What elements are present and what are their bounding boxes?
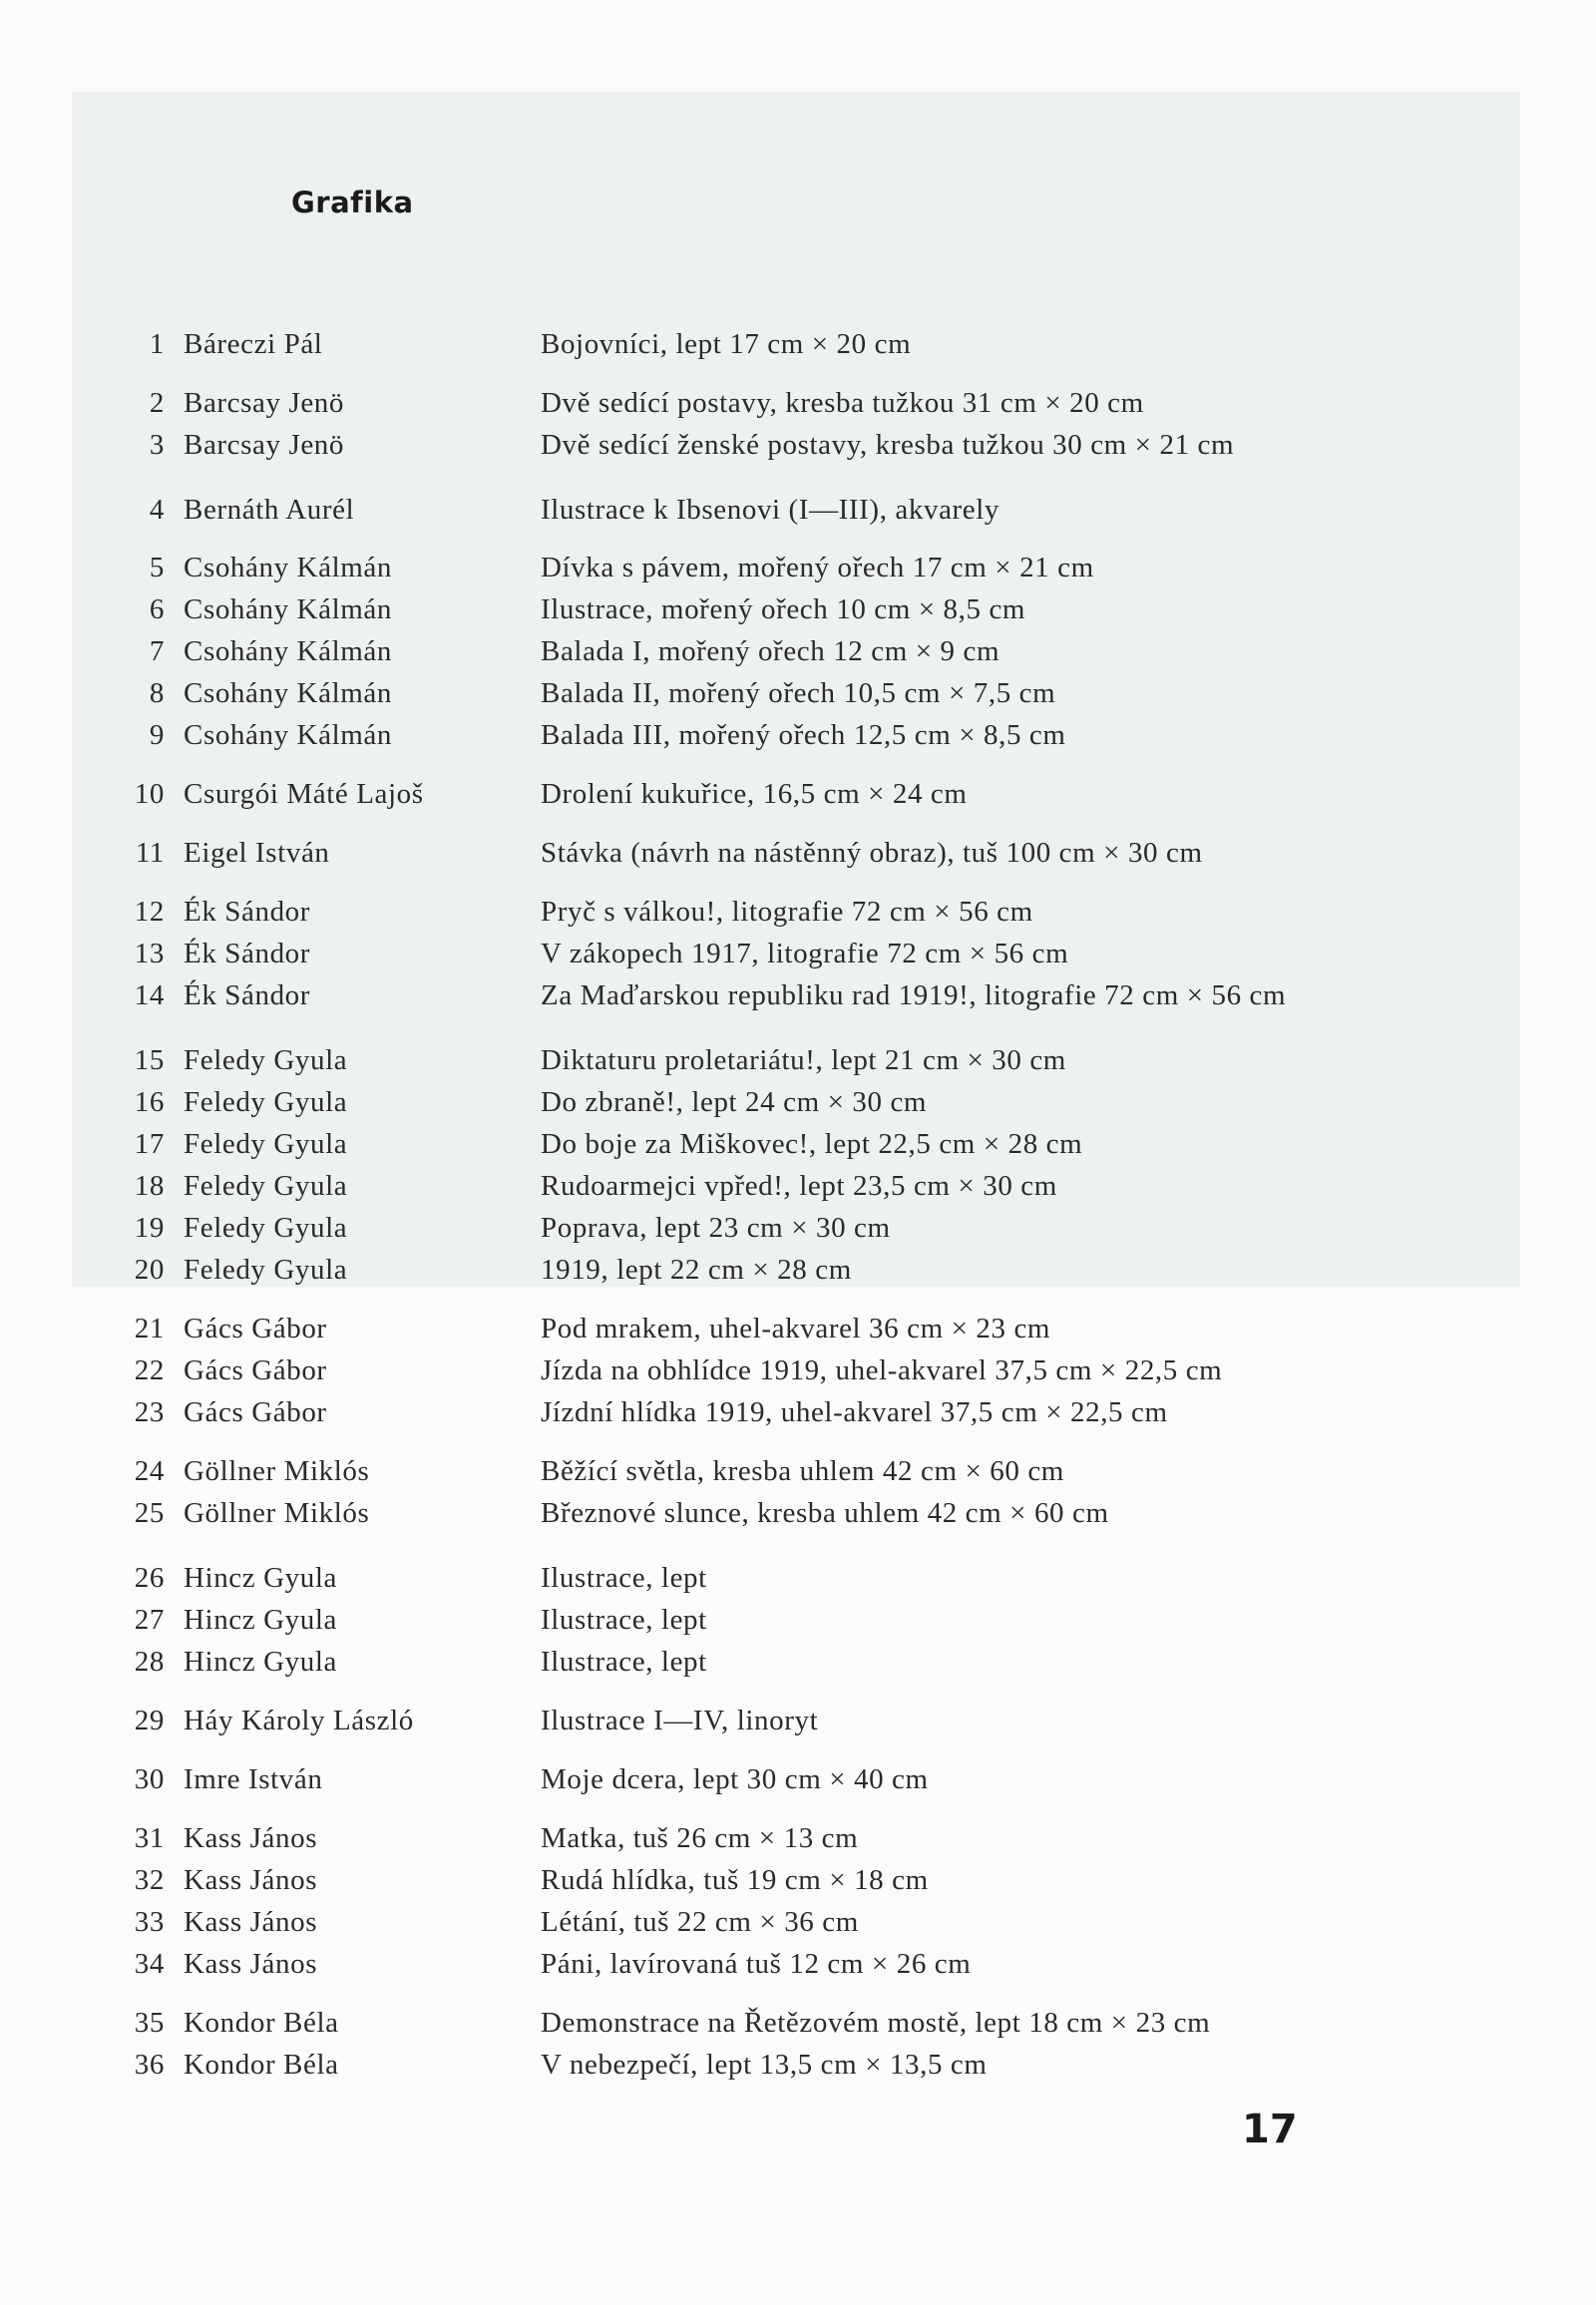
section-heading: Grafika: [291, 186, 414, 219]
entry-work: Stávka (návrh na nástěnný obraz), tuš 100 cm × 30 cm: [541, 837, 1203, 869]
page-number: 17: [1242, 2107, 1298, 2152]
catalogue-entry: [0, 1349, 1596, 1391]
catalogue-entry: [0, 630, 1596, 672]
entry-number: 16: [134, 1086, 165, 1118]
entry-artist: Csohány Kálmán: [184, 593, 392, 625]
entry-number: 5: [149, 552, 165, 583]
entry-number: 28: [134, 1646, 165, 1678]
entry-artist: Kass János: [184, 1822, 318, 1854]
entry-artist: Göllner Miklós: [184, 1455, 370, 1487]
entry-number: 23: [134, 1396, 165, 1428]
entry-number: 7: [149, 635, 165, 667]
catalogue-entry: [0, 933, 1596, 974]
entry-artist: Ék Sándor: [184, 979, 311, 1011]
entry-number: 32: [134, 1864, 165, 1896]
entry-work: V nebezpečí, lept 13,5 cm × 13,5 cm: [541, 2049, 988, 2081]
catalogue-entry: [0, 1039, 1596, 1081]
catalogue-entry: [0, 547, 1596, 588]
entry-work: Moje dcera, lept 30 cm × 40 cm: [541, 1763, 929, 1795]
entry-number: 17: [134, 1128, 165, 1160]
entry-work: Páni, lavírovaná tuš 12 cm × 26 cm: [541, 1948, 972, 1980]
entry-number: 18: [134, 1170, 165, 1202]
entry-work: Balada I, mořený ořech 12 cm × 9 cm: [541, 635, 1000, 667]
entry-artist: Feledy Gyula: [184, 1254, 348, 1286]
catalogue-entry: [0, 1700, 1596, 1741]
entry-artist: Gács Gábor: [184, 1354, 327, 1386]
entry-artist: Háy Károly László: [184, 1705, 414, 1736]
entry-artist: Csohány Kálmán: [184, 635, 392, 667]
entry-number: 15: [134, 1044, 165, 1076]
catalogue-entry: [0, 1123, 1596, 1165]
entry-work: Ilustrace, lept: [541, 1646, 707, 1678]
entry-artist: Eigel István: [184, 837, 330, 869]
catalogue-entry: [0, 323, 1596, 365]
entry-number: 35: [134, 2007, 165, 2039]
entry-work: Balada III, mořený ořech 12,5 cm × 8,5 cm: [541, 719, 1066, 751]
entry-artist: Feledy Gyula: [184, 1170, 348, 1202]
entry-artist: Csohány Kálmán: [184, 719, 392, 751]
entry-artist: Báreczi Pál: [184, 328, 323, 360]
catalogue-entry: [0, 2002, 1596, 2044]
catalogue-entry: [0, 1207, 1596, 1249]
entry-artist: Barcsay Jenö: [184, 387, 345, 419]
entry-work: Bojovníci, lept 17 cm × 20 cm: [541, 328, 912, 360]
catalogue-entry: [0, 1817, 1596, 1859]
entry-work: Ilustrace, mořený ořech 10 cm × 8,5 cm: [541, 593, 1026, 625]
entry-work: Březnové slunce, kresba uhlem 42 cm × 60 cm: [541, 1497, 1109, 1529]
entry-number: 30: [134, 1763, 165, 1795]
entry-artist: Hincz Gyula: [184, 1562, 337, 1594]
entry-artist: Csohány Kálmán: [184, 677, 392, 709]
entry-work: Rudá hlídka, tuš 19 cm × 18 cm: [541, 1864, 929, 1896]
entry-number: 19: [134, 1212, 165, 1244]
entry-work: Dvě sedící postavy, kresba tužkou 31 cm × 20 cm: [541, 387, 1144, 419]
entry-artist: Göllner Miklós: [184, 1497, 370, 1529]
entry-number: 10: [134, 778, 165, 810]
entry-work: Jízdní hlídka 1919, uhel-akvarel 37,5 cm × 22,5 cm: [541, 1396, 1168, 1428]
entry-artist: Gács Gábor: [184, 1396, 327, 1428]
entry-work: V zákopech 1917, litografie 72 cm × 56 cm: [541, 938, 1069, 969]
entry-number: 8: [149, 677, 165, 709]
entry-artist: Kass János: [184, 1864, 318, 1896]
entry-number: 9: [149, 719, 165, 751]
entry-artist: Feledy Gyula: [184, 1128, 348, 1160]
entry-number: 13: [134, 938, 165, 969]
entry-number: 14: [134, 979, 165, 1011]
entry-work: Matka, tuš 26 cm × 13 cm: [541, 1822, 859, 1854]
entry-artist: Imre István: [184, 1763, 323, 1795]
entry-work: Rudoarmejci vpřed!, lept 23,5 cm × 30 cm: [541, 1170, 1057, 1202]
catalogue-entry: [0, 1859, 1596, 1901]
entry-number: 21: [134, 1313, 165, 1345]
entry-work: Pryč s válkou!, litografie 72 cm × 56 cm: [541, 896, 1033, 928]
entry-number: 6: [149, 593, 165, 625]
entry-number: 12: [134, 896, 165, 928]
entry-artist: Kass János: [184, 1906, 318, 1938]
entry-number: 1: [149, 328, 165, 360]
entry-artist: Gács Gábor: [184, 1313, 327, 1345]
entry-artist: Bernáth Aurél: [184, 494, 355, 526]
entry-number: 33: [134, 1906, 165, 1938]
entry-artist: Csurgói Máté Lajoš: [184, 778, 424, 810]
entry-work: Za Maďarskou republiku rad 1919!, litografie 72 cm × 56 cm: [541, 979, 1287, 1011]
entry-number: 11: [135, 837, 165, 869]
entry-work: Běžící světla, kresba uhlem 42 cm × 60 cm: [541, 1455, 1064, 1487]
catalogue-entry: [0, 891, 1596, 933]
entry-work: Létání, tuš 22 cm × 36 cm: [541, 1906, 859, 1938]
entry-work: Diktaturu proletariátu!, lept 21 cm × 30 cm: [541, 1044, 1066, 1076]
catalogue-entry: [0, 1758, 1596, 1800]
entry-number: 34: [134, 1948, 165, 1980]
catalogue-entry: [0, 1641, 1596, 1683]
catalogue-entry: [0, 1391, 1596, 1433]
entry-artist: Kondor Béla: [184, 2049, 339, 2081]
entry-artist: Ék Sándor: [184, 938, 311, 969]
entry-work: Dívka s pávem, mořený ořech 17 cm × 21 cm: [541, 552, 1094, 583]
catalogue-entry: [0, 489, 1596, 531]
entry-work: Drolení kukuřice, 16,5 cm × 24 cm: [541, 778, 968, 810]
catalogue-entry: [0, 672, 1596, 714]
entry-work: Ilustrace I—IV, linoryt: [541, 1705, 819, 1736]
entry-number: 25: [134, 1497, 165, 1529]
catalogue-entry: [0, 424, 1596, 466]
entry-work: Demonstrace na Řetězovém mostě, lept 18 cm × 23 cm: [541, 2007, 1211, 2039]
entry-work: Poprava, lept 23 cm × 30 cm: [541, 1212, 891, 1244]
entry-number: 20: [134, 1254, 165, 1286]
entry-number: 2: [149, 387, 165, 419]
entry-artist: Kass János: [184, 1948, 318, 1980]
catalogue-entry: [0, 2044, 1596, 2086]
entry-number: 36: [134, 2049, 165, 2081]
entry-number: 24: [134, 1455, 165, 1487]
entry-number: 31: [134, 1822, 165, 1854]
catalogue-entry: [0, 974, 1596, 1016]
catalogue-entry: [0, 1308, 1596, 1349]
entry-work: Dvě sedící ženské postavy, kresba tužkou 30 cm × 21 cm: [541, 429, 1235, 461]
catalogue-entry: [0, 1492, 1596, 1534]
catalogue-entry: [0, 1943, 1596, 1985]
entry-artist: Hincz Gyula: [184, 1646, 337, 1678]
entry-work: Pod mrakem, uhel-akvarel 36 cm × 23 cm: [541, 1313, 1051, 1345]
entry-work: Ilustrace, lept: [541, 1604, 707, 1636]
catalogue-entry: [0, 588, 1596, 630]
entry-number: 29: [134, 1705, 165, 1736]
entry-artist: Csohány Kálmán: [184, 552, 392, 583]
entry-work: Do zbraně!, lept 24 cm × 30 cm: [541, 1086, 928, 1118]
entry-number: 22: [134, 1354, 165, 1386]
entry-number: 27: [134, 1604, 165, 1636]
entry-work: Balada II, mořený ořech 10,5 cm × 7,5 cm: [541, 677, 1056, 709]
catalogue-entry: [0, 1901, 1596, 1943]
catalogue-entry: [0, 1165, 1596, 1207]
catalogue-entry: [0, 832, 1596, 874]
entry-work: Ilustrace k Ibsenovi (I—III), akvarely: [541, 494, 1000, 526]
catalogue-entry: [0, 1599, 1596, 1641]
entry-work: Jízda na obhlídce 1919, uhel-akvarel 37,5 cm × 22,5 cm: [541, 1354, 1223, 1386]
entry-number: 3: [149, 429, 165, 461]
entry-work: 1919, lept 22 cm × 28 cm: [541, 1254, 852, 1286]
catalogue-entry: [0, 714, 1596, 756]
entry-artist: Barcsay Jenö: [184, 429, 345, 461]
entry-number: 4: [149, 494, 165, 526]
entry-artist: Feledy Gyula: [184, 1044, 348, 1076]
entry-work: Ilustrace, lept: [541, 1562, 707, 1594]
catalogue-entry: [0, 382, 1596, 424]
entry-artist: Hincz Gyula: [184, 1604, 337, 1636]
catalogue-entry: [0, 1557, 1596, 1599]
catalogue-entry: [0, 1249, 1596, 1291]
catalogue-entry: [0, 773, 1596, 815]
entry-number: 26: [134, 1562, 165, 1594]
entry-artist: Feledy Gyula: [184, 1086, 348, 1118]
catalogue-entry: [0, 1450, 1596, 1492]
entry-work: Do boje za Miškovec!, lept 22,5 cm × 28 cm: [541, 1128, 1083, 1160]
entry-artist: Kondor Béla: [184, 2007, 339, 2039]
entry-artist: Feledy Gyula: [184, 1212, 348, 1244]
catalogue-entry: [0, 1081, 1596, 1123]
entry-artist: Ék Sándor: [184, 896, 311, 928]
